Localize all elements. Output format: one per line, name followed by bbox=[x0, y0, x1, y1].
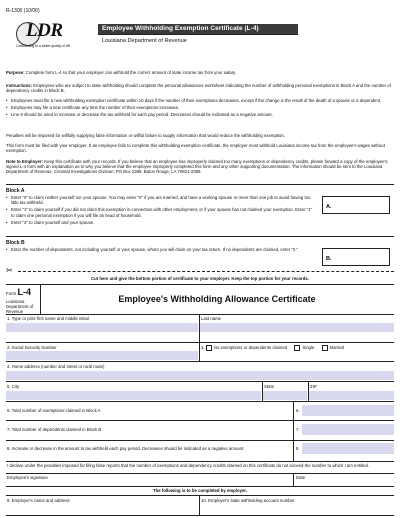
block-b-title: Block B bbox=[6, 240, 25, 246]
adjustment-number: 8. bbox=[296, 446, 300, 451]
signature-input[interactable] bbox=[6, 481, 292, 485]
checkbox-married[interactable] bbox=[322, 345, 328, 351]
last-name-label: Last name bbox=[201, 316, 222, 321]
block-a-bullets: • Enter "0" to claim neither yourself nor your spouse. You may enter "0" if you are married, and have a working spouse or more than one job to avoid having too little tax withheld. • Enter "1" to claim yourself if you did not claim this exemption in connection with other employment, or if your spouse has not claimed your exemption. Enter "1" to claim one personal exemption if you will file as head of household. • Enter "2" to claim yourself and your spouse. bbox=[6, 195, 313, 225]
dept-lines: Louisiana Department of Revenue bbox=[6, 299, 34, 315]
purpose-text: Purpose: Complete form L-4 so that your employer can withhold the correct amount of state income tax from your salary. bbox=[6, 70, 237, 75]
exemptions-label: 6. Total number of exemptions claimed in Block A bbox=[7, 408, 101, 413]
title-bar bbox=[98, 24, 298, 34]
city-input[interactable] bbox=[6, 391, 261, 400]
last-name-input[interactable] bbox=[200, 323, 394, 332]
form-code: R-1300 (10/06) bbox=[6, 8, 40, 14]
ldr-logo: LDR bbox=[26, 20, 63, 41]
declaration-text: I declare under the penalties imposed for filing false reports that the number of exemptions and dependency credits claimed on this certificate do not exceed the number to which I am entitled. bbox=[7, 463, 370, 468]
address-label: 4. Home address (number and street or rural route) bbox=[7, 364, 105, 369]
adjustment-label: 8. Increase or decrease in the amount to tax withheld each pay period. Decreases should be indicated as a negative amount. bbox=[7, 446, 245, 451]
scissors-icon: ✂ bbox=[6, 266, 13, 275]
date-label: Date bbox=[296, 475, 306, 480]
zip-input[interactable] bbox=[309, 391, 394, 400]
logo-tagline: Contributing to a better quality of life bbox=[16, 44, 71, 48]
block-b-box[interactable]: B. bbox=[322, 248, 390, 266]
checkbox-single[interactable] bbox=[294, 345, 300, 351]
employer-account-input[interactable] bbox=[200, 505, 394, 514]
checkbox-no-exemptions[interactable] bbox=[206, 345, 212, 351]
dependents-input[interactable] bbox=[302, 424, 394, 435]
exemptions-number: 6. bbox=[296, 408, 300, 413]
employer-name-input[interactable] bbox=[6, 505, 198, 514]
employer-name-label: 9. Employer's name and address bbox=[7, 498, 70, 503]
adjustment-input[interactable] bbox=[302, 443, 394, 454]
dependents-number: 7. bbox=[296, 427, 300, 432]
employer-account-label: 10. Employer's state withholding account number bbox=[201, 498, 295, 503]
instructions-bullets: • Employees must file a new withholding exemption certificate within 10 days if the number of their exemptions decreases, except if the change is the result of the death of a spouse or a dependent. • Employees may file a new certificate any time the number of their exemptions increases. • Line 8 should be used to increase or decrease the tax withheld for each pay period. Decreases should be indicated as a negative amount. bbox=[6, 98, 382, 118]
zip-label: ZIP bbox=[310, 384, 317, 389]
date-input[interactable] bbox=[295, 481, 393, 485]
block-a-box[interactable]: A. bbox=[322, 196, 390, 214]
page-title: Employee Withholding Exemption Certificate (L-4) bbox=[102, 25, 259, 32]
ssn-label: 2. Social Security Number bbox=[7, 345, 57, 350]
note-to-employer: Note to Employer: Keep this certificate with your records. If you believe that an employee has improperly claimed too many exemptions or dependency credits, please forward a copy of the employee's signed L-4 form with an explanation as to why you believe that the employee improperly completed this form and any other supporting documentation. The information should be sent to the Louisiana Department of Revenue, Criminal Investigations Division, PO Box 2389, Baton Rouge, LA 70821-2389. bbox=[6, 159, 388, 175]
certificate-title: Employee's Withholding Allowance Certificate bbox=[118, 294, 316, 304]
state-input[interactable] bbox=[263, 391, 307, 400]
exemptions-input[interactable] bbox=[302, 405, 394, 416]
first-name-input[interactable] bbox=[6, 323, 198, 332]
first-name-label: 1. Type or print first name and middle initial bbox=[7, 316, 89, 321]
effective-text: This form must be filed with your employer. If an employee fails to complete this withholding exemption certificate, the employer must withhold Louisiana income tax from the employee's wages without exemption. bbox=[6, 143, 385, 154]
employer-heading: The following is to be completed by employer. bbox=[152, 488, 248, 493]
ssn-input[interactable] bbox=[6, 351, 198, 360]
penalties-text: Penalties will be imposed for willfully supplying false information or willful failure to supply information that would reduce the withholding exemption. bbox=[6, 133, 285, 138]
signature-label: Employee's signature bbox=[7, 475, 48, 480]
address-input[interactable] bbox=[6, 371, 394, 380]
form-label: Form L-4 bbox=[6, 287, 31, 297]
cut-instructions: Cut here and give the bottom portion of certificate to your employer. Keep the top portion for your records. bbox=[91, 276, 309, 281]
dependents-label: 7. Total number of dependents claimed in Block B bbox=[7, 427, 102, 432]
state-label: State bbox=[264, 384, 275, 389]
instructions-text: Instructions: Employees who are subject to state withholding should complete the personal allowances worksheet indicating the number of withholding personal exemptions in Block A and the number of dependency credits in Block B. bbox=[6, 83, 391, 94]
block-a-title: Block A bbox=[6, 188, 25, 194]
block-b-bullets: • Enter the number of dependents, not including yourself or your spouse, whom you will claim on your tax return. If no dependents are claimed, enter "0." bbox=[6, 247, 299, 252]
filing-status-group: 3. No exemptions or dependents claimed Single Married bbox=[201, 345, 345, 351]
city-label: 5. City bbox=[7, 384, 20, 389]
department-name: Louisiana Department of Revenue bbox=[102, 38, 187, 44]
